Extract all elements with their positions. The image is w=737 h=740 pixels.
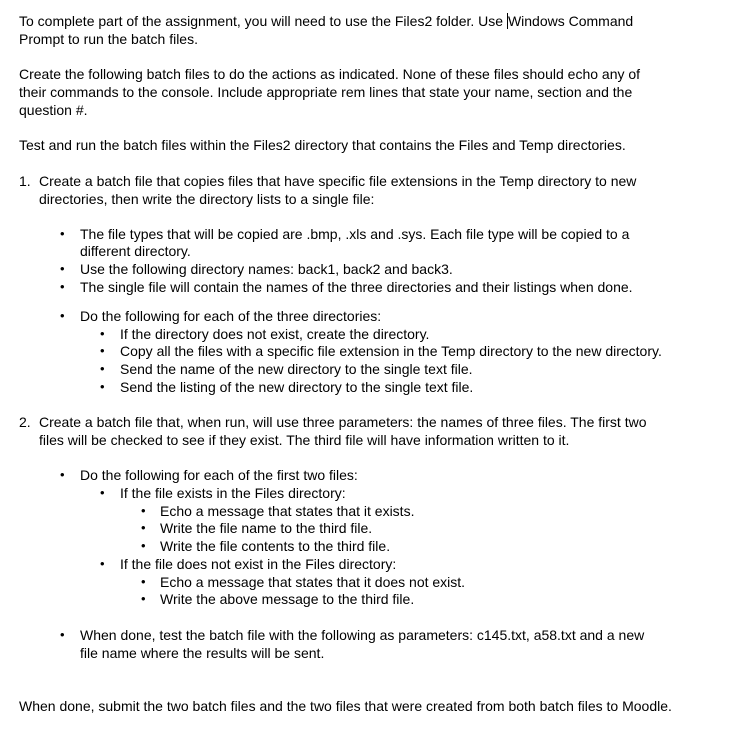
q1-sub-bullet-1: If the directory does not exist, create the directory. [120,326,430,342]
bullet-icon: • [100,361,105,376]
bullet-icon: • [60,279,65,294]
q2-sub-sub-bullet-5: Write the above message to the third file. [160,591,415,607]
q1-bullet-1-line-2: different directory. [80,243,191,259]
q2-line-2: files will be checked to see if they exist. The third file will have information written to it. [39,432,570,448]
intro-paragraph-1-line-2: Prompt to run the batch files. [19,31,198,47]
bullet-icon: • [60,467,65,482]
bullet-icon: • [141,520,146,535]
q2-number: 2. [19,414,31,430]
bullet-icon: • [60,308,65,323]
bullet-icon: • [141,574,146,589]
intro-paragraph-2-line-3: question #. [19,102,88,118]
q1-sub-bullet-3: Send the name of the new directory to the single text file. [120,361,473,377]
q2-sub-sub-bullet-1: Echo a message that states that it exists. [160,503,415,519]
q1-line-1: Create a batch file that copies files that have specific file extensions in the Temp directory to new [39,173,637,189]
bullet-icon: • [100,326,105,341]
bullet-icon: • [100,343,105,358]
intro-text: To complete part of the assignment, you will need to use the Files2 folder. Use [19,13,507,29]
q2-bullet-2-line-1: When done, test the batch file with the following as parameters: c145.txt, a58.txt and a new [80,627,645,643]
q1-bullet-3: The single file will contain the names of the three directories and their listings when done. [80,279,633,295]
intro-paragraph-2-line-2: their commands to the console. Include appropriate rem lines that state your name, section and the [19,84,633,100]
q1-line-2: directories, then write the directory lists to a single file: [39,191,375,207]
q2-bullet-2-line-2: file name where the results will be sent. [80,645,325,661]
intro-paragraph-3: Test and run the batch files within the Files2 directory that contains the Files and Temp directories. [19,137,626,153]
bullet-icon: • [60,627,65,642]
q2-line-1: Create a batch file that, when run, will use three parameters: the names of three files. The first two [39,414,647,430]
bullet-icon: • [100,379,105,394]
intro-paragraph-1-line-1 [19,12,633,30]
intro-text: Windows Command [507,13,634,29]
bullet-icon: • [141,503,146,518]
q1-bullet-4: Do the following for each of the three directories: [80,308,382,324]
q1-sub-bullet-4: Send the listing of the new directory to the single text file. [120,379,474,395]
q2-sub-sub-bullet-4: Echo a message that states that it does not exist. [160,574,466,590]
q2-sub-sub-bullet-2: Write the file name to the third file. [160,520,373,536]
q2-sub-bullet-2: If the file does not exist in the Files directory: [120,556,397,572]
bullet-icon: • [141,538,146,553]
bullet-icon: • [60,226,65,241]
q2-sub-bullet-1: If the file exists in the Files directory: [120,485,346,501]
bullet-icon: • [100,556,105,571]
closing-instruction: When done, submit the two batch files and the two files that were created from both batch files to Moodle. [19,698,672,714]
bullet-icon: • [100,485,105,500]
q2-sub-sub-bullet-3: Write the file contents to the third file. [160,538,391,554]
q2-bullet-1: Do the following for each of the first two files: [80,467,358,483]
q1-sub-bullet-2: Copy all the files with a specific file extension in the Temp directory to the new directory. [120,343,662,359]
q1-number: 1. [19,173,31,189]
intro-paragraph-2-line-1: Create the following batch files to do the actions as indicated. None of these files should echo any of [19,66,641,82]
bullet-icon: • [141,591,146,606]
q1-bullet-1-line-1: The file types that will be copied are .bmp, .xls and .sys. Each file type will be copied to a [80,226,630,242]
bullet-icon: • [60,261,65,276]
q1-bullet-2: Use the following directory names: back1, back2 and back3. [80,261,453,277]
